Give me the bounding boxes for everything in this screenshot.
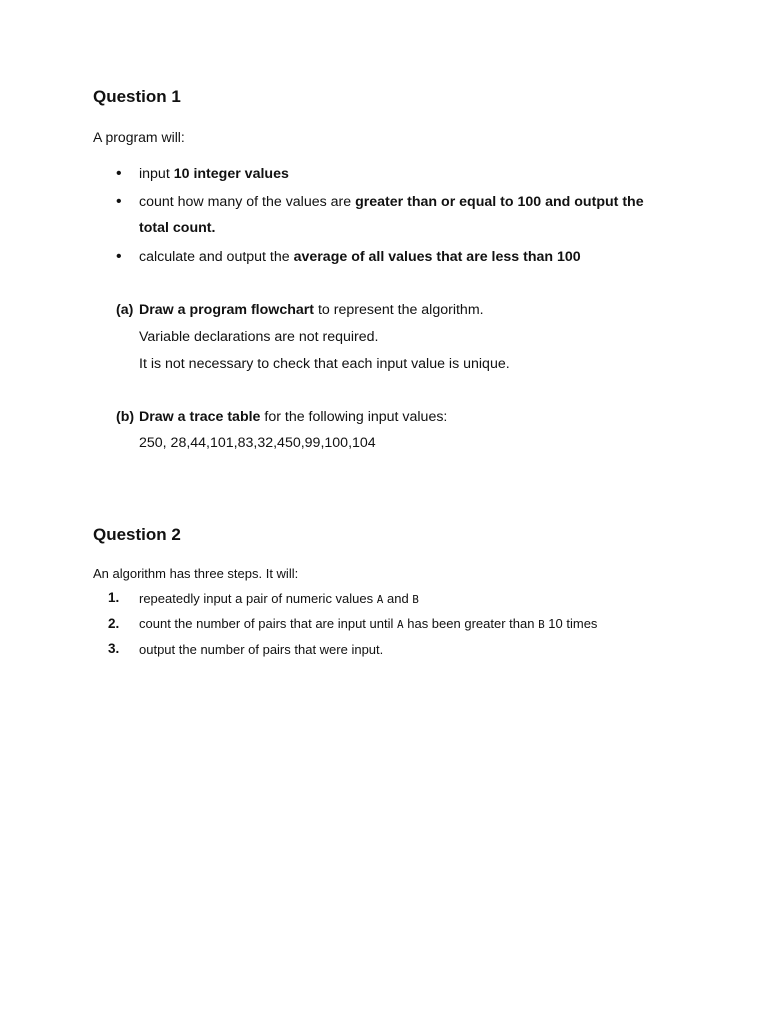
part-b-values: 250, 28,44,101,83,32,450,99,100,104 [139, 435, 376, 451]
bullet-item-2 [139, 194, 644, 210]
question-1-intro: A program will: [93, 129, 185, 145]
bullet-item-2-continuation: total count. [139, 220, 216, 236]
part-a-line-2: Variable declarations are not required. [139, 329, 379, 345]
step-text: has been greater than [403, 616, 539, 631]
part-b-instruction [139, 409, 447, 425]
variable-a: A [397, 618, 404, 631]
step-3-text: output the number of pairs that were input. [139, 642, 384, 657]
part-a-rest: to represent the algorithm. [314, 302, 484, 318]
part-b-bold: Draw a trace table [139, 409, 261, 425]
bullet-text: input [139, 166, 174, 182]
bullet-icon: • [116, 165, 122, 182]
bullet-item-3 [139, 249, 581, 265]
part-a-line-3: It is not necessary to check that each input value is unique. [139, 356, 510, 372]
part-b-rest: for the following input values: [260, 409, 448, 425]
bullet-icon: • [116, 193, 122, 210]
step-2-text [139, 616, 597, 631]
variable-a: A [376, 593, 384, 606]
part-a-instruction [139, 302, 484, 318]
question-1-title: Question 1 [93, 87, 181, 106]
bullet-text: count how many of the values are [139, 194, 356, 210]
part-a-bold: Draw a program flowchart [139, 302, 315, 318]
step-3-number: 3. [108, 641, 120, 656]
part-b-label: (b) [116, 409, 135, 425]
variable-b: B [412, 593, 419, 606]
question-2-title: Question 2 [93, 525, 181, 544]
question-2-intro: An algorithm has three steps. It will: [93, 566, 299, 581]
step-text: and [383, 591, 413, 606]
variable-b: B [538, 618, 545, 631]
step-1-text [139, 591, 419, 606]
bullet-icon: • [116, 248, 122, 265]
bullet-bold-text: greater than or equal to 100 and output the [355, 194, 644, 210]
part-a-label: (a) [116, 302, 134, 318]
bullet-bold-text: 10 integer values [173, 166, 289, 182]
bullet-text: calculate and output the [139, 249, 294, 265]
step-text: count the number of pairs that are input until [139, 616, 397, 631]
bullet-item-1 [139, 166, 289, 182]
step-text: 10 times [544, 616, 598, 631]
step-text: repeatedly input a pair of numeric values [139, 591, 377, 606]
step-2-number: 2. [108, 616, 120, 631]
bullet-bold-text: average of all values that are less than 100 [293, 249, 581, 265]
step-1-number: 1. [108, 590, 120, 605]
